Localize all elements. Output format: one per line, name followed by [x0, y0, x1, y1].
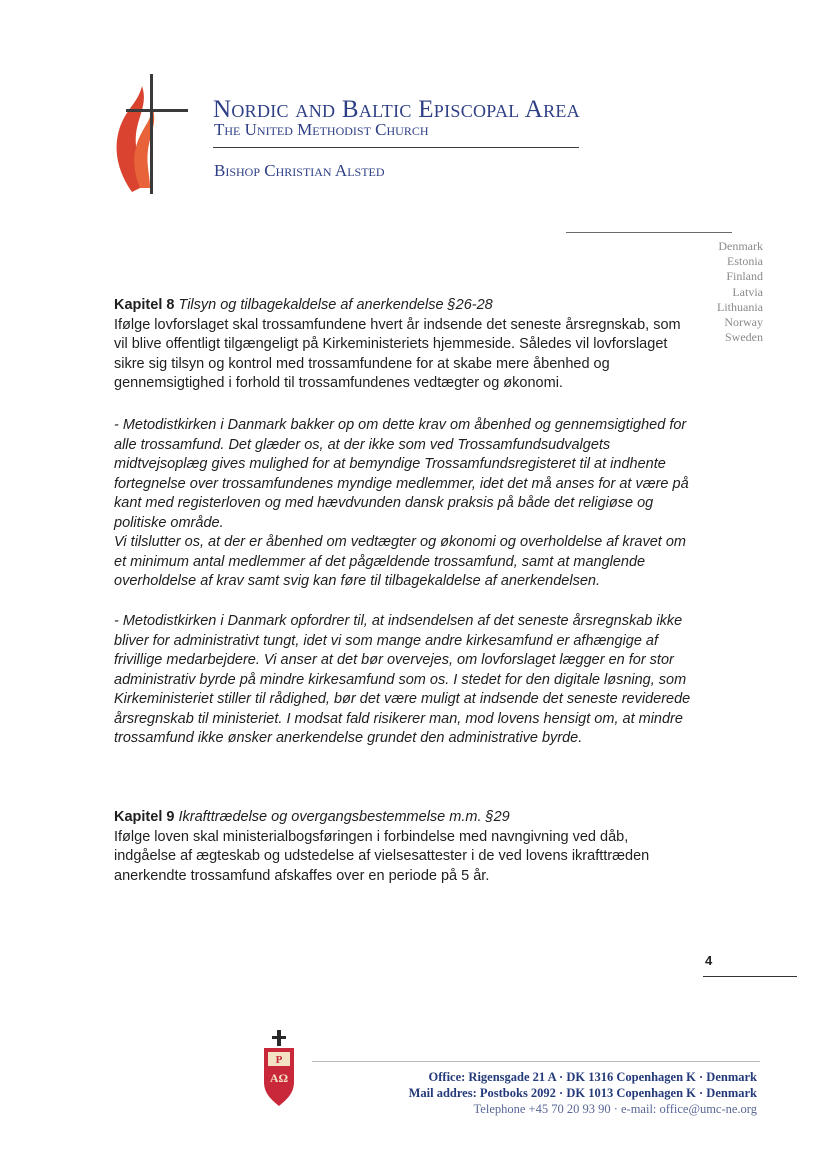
countries-list — [717, 239, 763, 345]
footer-rule — [312, 1061, 760, 1062]
country-item: Norway — [724, 315, 763, 330]
cross-and-flame-icon — [112, 72, 192, 196]
chapter-8-title: Tilsyn og tilbagekaldelse af anerkendelse §26-28 — [178, 297, 493, 313]
page-number-rule — [703, 976, 797, 977]
svg-text:P: P — [275, 1054, 283, 1066]
country-item: Latvia — [732, 284, 763, 299]
chapter-8-section — [114, 296, 694, 394]
bishop-name: Bishop Christian Alsted — [214, 161, 385, 180]
country-item: Sweden — [725, 330, 763, 345]
country-item: Finland — [726, 269, 763, 284]
org-subtitle: The United Methodist Church — [214, 120, 429, 139]
shield-emblem-icon — [258, 1028, 300, 1108]
org-name: Nordic and Baltic Episcopal Area — [213, 96, 580, 123]
footer-office: Office: Rigensgade 21 A · DK 1316 Copenhagen K · Denmark — [428, 1070, 757, 1084]
comment-paragraph: - Metodistkirken i Danmark bakker op om dette krav om åbenhed og gennemsigtighed for alle trossamfund. Det glæder os, at der ikke som ved Trossamfundsudvalgets midtvejsoplæg gives mulighed for at bemyndige Trossamfundsregisteret til at indhente fortegnelse over trossamfundenes myndige medlemmer, idet det må anses for at være på kant med registerloven og med hævdvunden dansk praksis på både det religiøse og politiske område. — [114, 417, 689, 531]
chapter-9-section — [114, 808, 694, 886]
footer-telephone: Telephone +45 70 20 93 90 · e-mail: office@umc-ne.org — [473, 1102, 757, 1116]
page-number: 4 — [705, 953, 713, 968]
svg-text:AΩ: AΩ — [269, 1071, 289, 1085]
comment-paragraph: Vi tilslutter os, at der er åbenhed om vedtægter og økonomi og overholdelse af kravet om et minimum antal medlemmer af det pågældende trossamfund, samt at manglende overholdelse af krav samt svig kan føre til tilbagekaldelse af anerkendelsen. — [114, 534, 686, 589]
countries-rule — [566, 232, 732, 233]
footer-address — [409, 1069, 757, 1117]
chapter-8-comment-2 — [114, 612, 694, 749]
country-item: Estonia — [727, 254, 763, 269]
footer-mail: Mail addres: Postboks 2092 · DK 1013 Copenhagen K · Denmark — [408, 1086, 757, 1100]
chapter-9-heading — [114, 808, 694, 828]
country-item: Lithuania — [717, 299, 763, 314]
chapter-9-title: Ikrafttrædelse og overgangsbestemmelse m.m. §29 — [178, 809, 510, 825]
chapter-8-body: Ifølge lovforslaget skal trossamfundene hvert år indsende det seneste årsregnskab, som vil blive offentligt tilgængeligt på Kirkeministeriets hjemmeside. Således vil lovforslaget sikre sig tilsyn og kontrol med trossamfundene for at skabe mere åbenhed og gennemsigtighed i forhold til trossamfundenes vedtægter og økonomi. — [114, 316, 681, 391]
chapter-9-label: Kapitel 9 — [114, 809, 175, 825]
comment-paragraph: - Metodistkirken i Danmark opfordrer til, at indsendelsen af det seneste årsregnskab ikke bliver for administrativt tungt, idet vi som mange andre kirkesamfund er afhængige af frivillige medarbejdere. Vi anser at det bør overvejes, om lovforslaget lægger en for stor administrativ byrde på mindre kirkesamfund som os. I stedet for den digitale løsning, som Kirkeministeriet stiller til rådighed, bør det være muligt at indsende det seneste reviderede årsregnskab til ministeriet. I modsat fald risikerer man, mod lovens hensigt om, at mindre trossamfund ikke ønsker anerkendelse grundet den administrative byrde. — [114, 613, 691, 746]
chapter-8-label: Kapitel 8 — [114, 297, 175, 313]
chapter-8-comment-1 — [114, 416, 694, 592]
chapter-9-body: Ifølge loven skal ministerialbogsføringen i forbindelse med navngivning ved dåb, indgåelse af ægteskab og udstedelse af vielsesattester i de ved lovens ikrafttræden anerkendte trossamfund afskaffes over en periode på 5 år. — [114, 828, 650, 884]
country-item: Denmark — [718, 239, 763, 253]
letterhead-rule — [213, 147, 579, 148]
chapter-8-heading — [114, 296, 694, 316]
